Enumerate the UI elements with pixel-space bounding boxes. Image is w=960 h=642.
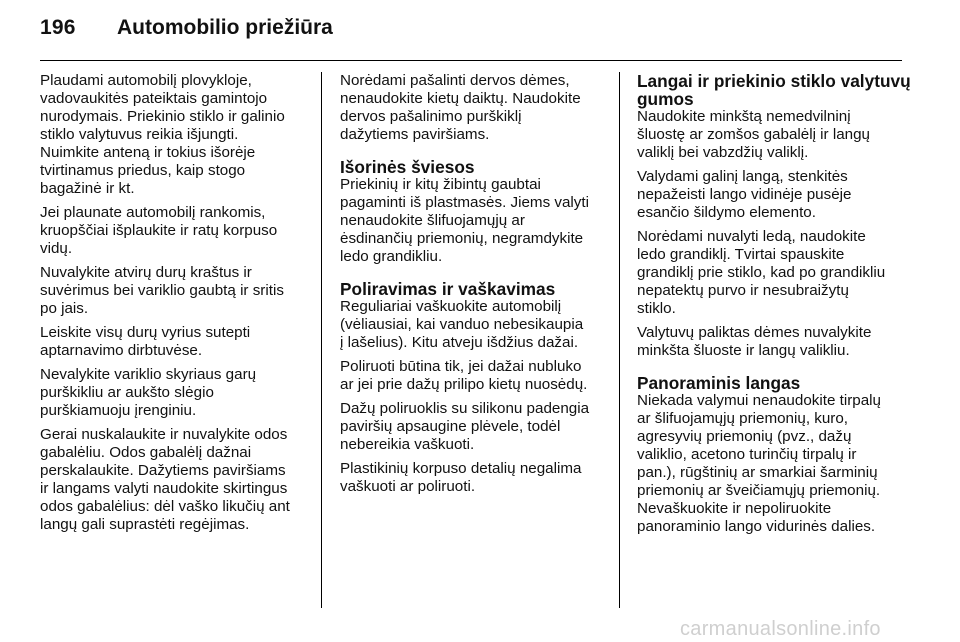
paragraph: Nevalykite variklio skyriaus garų purškikliu ar aukšto slėgio purškiamuoju įrenginiu. bbox=[40, 366, 257, 419]
paragraph: Nuvalykite atvirų durų kraštus ir suvėrimus bei variklio gaubtą ir sritis po jais. bbox=[40, 264, 284, 317]
column-divider bbox=[619, 72, 620, 608]
paragraph: Norėdami nuvalyti ledą, naudokite ledo grandiklį. Tvirtai spauskite grandiklį prie stiklo, kad po grandikliu nepatektų purvo ir nesubraižytų stiklo. bbox=[637, 228, 886, 317]
paragraph: Plaudami automobilį plovykloje, vadovaukitės pateiktais gamintojo nurodymais. Priekinio stiklo ir galinio stiklo valytuvus reikia išjungti. Nuimkite anteną ir tokius išorėje tvirtinamus priedus, kaip stogo bagažinė ir kt. bbox=[40, 72, 285, 197]
paragraph: Reguliariai vaškuokite automobilį (vėliausiai, kai vanduo nebesikaupia į lašelius). Kitu atveju išdžius dažai. bbox=[340, 298, 584, 351]
paragraph: Leiskite visų durų vyrius sutepti aptarnavimo dirbtuvėse. bbox=[40, 324, 251, 359]
header-rule bbox=[40, 60, 902, 61]
column-divider bbox=[321, 72, 322, 608]
watermark: carmanualsonline.info bbox=[680, 618, 881, 640]
page-number: 196 bbox=[40, 16, 76, 39]
column-2 bbox=[340, 72, 604, 502]
column-3 bbox=[637, 72, 912, 542]
paragraph: Valydami galinį langą, stenkitės nepažeisti lango vidinėje pusėje esančio šildymo elemento. bbox=[637, 168, 852, 221]
section-heading-panoramic-window: Panoraminis langas bbox=[637, 373, 801, 393]
paragraph: Niekada valymui nenaudokite tirpalų ar šlifuojamųjų priemonių, kuro, agresyvių priemonių (pvz., dažų valiklio, acetono turinčių tirpalų ir pan.), rūgštinių ar smarkiai šarminių priemonių ar šveičiamųjų priemonių. Nevaškuokite ir nepoliruokite panoraminio lango vidurinės dalies. bbox=[637, 392, 881, 535]
paragraph: Gerai nuskalaukite ir nuvalykite odos gabalėliu. Odos gabalėlį dažnai perskalaukite. Dažytiems paviršiams ir langams valyti naudokite skirtingus odos gabalėlius: dėl vaško likučių ant langų gali suprastėti regėjimas. bbox=[40, 426, 290, 533]
section-heading-polishing-waxing: Poliravimas ir vaškavimas bbox=[340, 279, 556, 299]
paragraph: Dažų poliruoklis su silikonu padengia paviršių apsaugine plėvele, todėl nebereikia vaškuoti. bbox=[340, 400, 590, 453]
paragraph: Poliruoti būtina tik, jei dažai nubluko ar jei prie dažų prilipo kietų nuosėdų. bbox=[340, 358, 588, 393]
page-header bbox=[0, 0, 960, 56]
paragraph: Valytuvų paliktas dėmes nuvalykite minkšta šluoste ir langų valikliu. bbox=[637, 324, 872, 359]
paragraph: Plastikinių korpuso detalių negalima vaškuoti ar poliruoti. bbox=[340, 460, 582, 495]
intro-paragraph: Norėdami pašalinti dervos dėmes, nenaudokite kietų daiktų. Naudokite dervos pašalinimo purškiklį dažytiems paviršiams. bbox=[340, 72, 581, 143]
paragraph: Jei plaunate automobilį rankomis, kruopščiai išplaukite ir ratų korpuso vidų. bbox=[40, 204, 278, 257]
page-title: Automobilio priežiūra bbox=[117, 16, 333, 39]
section-heading-exterior-lights: Išorinės šviesos bbox=[340, 157, 475, 177]
paragraph: Naudokite minkštą nemedvilninį šluostę ar zomšos gabalėlį ir langų valiklį bei vabzdžių valiklį. bbox=[637, 108, 870, 161]
paragraph: Priekinių ir kitų žibintų gaubtai pagaminti iš plastmasės. Jiems valyti nenaudokite šlifuojamųjų ar ėsdinančių priemonių, negramdykite ledo grandikliu. bbox=[340, 176, 589, 265]
column-1 bbox=[40, 72, 312, 540]
section-heading-windows-wipers: Langai ir priekinio stiklo valytuvų gumos bbox=[637, 71, 911, 109]
